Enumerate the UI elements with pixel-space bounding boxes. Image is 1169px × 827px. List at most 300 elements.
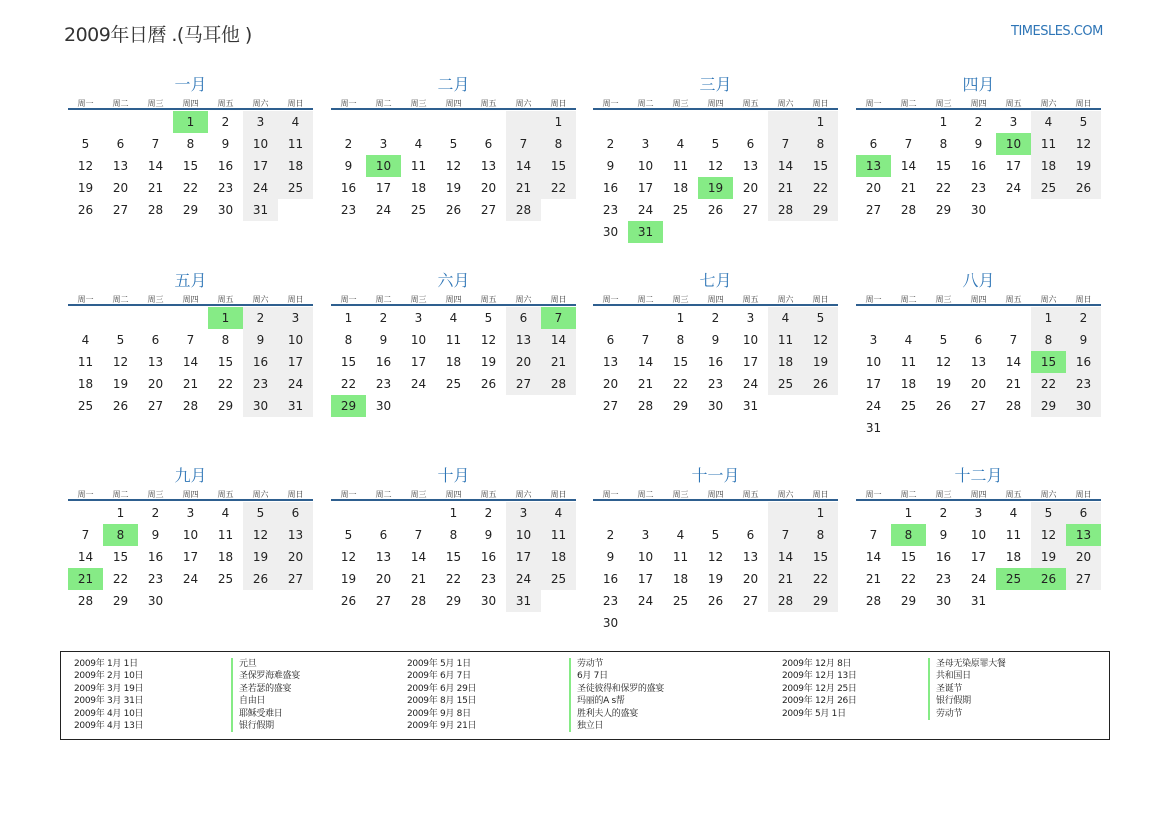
- day-cell: 25: [445, 377, 462, 391]
- weekday-label: 周四: [707, 295, 724, 304]
- weekday-label: 周六: [1040, 99, 1057, 108]
- day-cell: 13: [375, 550, 392, 564]
- day-cell: 21: [68, 568, 103, 590]
- day-cell: 15: [112, 550, 129, 564]
- holiday-date: 2009年 12月 25日: [782, 683, 857, 694]
- empty-cell: [628, 612, 663, 634]
- day-cell: 1: [541, 111, 576, 133]
- day-cell: 15: [182, 159, 199, 173]
- empty-cell: [663, 221, 698, 243]
- weekday-header: [593, 98, 838, 110]
- day-cell: 27: [278, 568, 313, 590]
- day-cell: 6: [1066, 502, 1101, 524]
- weekday-label: 周四: [182, 295, 199, 304]
- month-block: [68, 465, 313, 612]
- day-cell: 18: [1031, 155, 1066, 177]
- day-cell: 30: [602, 225, 619, 239]
- day-cell: 9: [711, 333, 720, 347]
- empty-cell: [803, 395, 838, 417]
- day-cell: 30: [935, 594, 952, 608]
- weekday-label: 周三: [672, 99, 689, 108]
- day-cell: 15: [217, 355, 234, 369]
- day-cell: 11: [1005, 528, 1022, 542]
- day-cell: 17: [243, 155, 278, 177]
- empty-cell: [593, 111, 628, 133]
- day-cell: 7: [641, 333, 650, 347]
- day-cell: 31: [970, 594, 987, 608]
- day-cell: 21: [637, 377, 654, 391]
- day-cell: 9: [221, 137, 230, 151]
- day-cell: 20: [112, 181, 129, 195]
- holiday-name: 圣若瑟的盛宴: [231, 683, 300, 695]
- day-cell: 8: [541, 133, 576, 155]
- day-cell: 6: [746, 528, 755, 542]
- weekday-header: [68, 98, 313, 110]
- day-cell: 16: [970, 159, 987, 173]
- day-cell: 22: [340, 377, 357, 391]
- site-link[interactable]: TIMESLES.COM: [1011, 24, 1103, 39]
- empty-cell: [803, 612, 838, 634]
- day-cell: 27: [742, 594, 759, 608]
- day-cell: 5: [1066, 111, 1101, 133]
- empty-cell: [768, 111, 803, 133]
- holiday-names-col-1: [231, 658, 300, 732]
- day-cell: 23: [602, 203, 619, 217]
- day-cell: 13: [742, 550, 759, 564]
- day-cell: 18: [445, 355, 462, 369]
- day-cell: 12: [340, 550, 357, 564]
- empty-cell: [68, 502, 103, 524]
- weekday-label: 周二: [375, 490, 392, 499]
- day-cell: 29: [445, 594, 462, 608]
- day-grid: [856, 111, 1101, 221]
- day-cell: 24: [970, 572, 987, 586]
- day-cell: 1: [208, 307, 243, 329]
- day-cell: 26: [112, 399, 129, 413]
- day-cell: 17: [375, 181, 392, 195]
- day-cell: 14: [768, 546, 803, 568]
- day-cell: 28: [147, 203, 164, 217]
- empty-cell: [103, 111, 138, 133]
- day-cell: 8: [803, 524, 838, 546]
- day-cell: 3: [506, 502, 541, 524]
- day-cell: 19: [243, 546, 278, 568]
- day-cell: 21: [768, 568, 803, 590]
- day-cell: 9: [243, 329, 278, 351]
- day-cell: 2: [221, 115, 230, 129]
- empty-cell: [366, 111, 401, 133]
- day-cell: 15: [445, 550, 462, 564]
- day-cell: 29: [900, 594, 917, 608]
- day-cell: 22: [1031, 373, 1066, 395]
- weekday-label: 周二: [900, 295, 917, 304]
- empty-cell: [856, 502, 891, 524]
- day-cell: 24: [1005, 181, 1022, 195]
- day-cell: 8: [939, 137, 948, 151]
- day-cell: 16: [1066, 351, 1101, 373]
- weekday-label: 周一: [865, 295, 882, 304]
- day-cell: 11: [278, 133, 313, 155]
- day-cell: 11: [77, 355, 94, 369]
- day-cell: 30: [602, 616, 619, 630]
- month-name: 十二月: [954, 466, 1003, 485]
- day-cell: 9: [1066, 329, 1101, 351]
- day-cell: 5: [116, 333, 125, 347]
- weekday-label: 周二: [375, 295, 392, 304]
- day-cell: 1: [803, 111, 838, 133]
- day-cell: 12: [803, 329, 838, 351]
- weekday-label: 周日: [1075, 490, 1092, 499]
- day-cell: 19: [1066, 155, 1101, 177]
- holiday-name: 共和国日: [928, 670, 1006, 682]
- holiday-date: 2009年 2月 10日: [74, 671, 144, 682]
- day-cell: 28: [637, 399, 654, 413]
- empty-cell: [541, 590, 576, 612]
- day-cell: 17: [278, 351, 313, 373]
- day-cell: 20: [147, 377, 164, 391]
- month-name: 六月: [437, 271, 470, 290]
- day-cell: 3: [278, 307, 313, 329]
- day-cell: 2: [344, 137, 353, 151]
- empty-cell: [628, 307, 663, 329]
- day-cell: 27: [865, 203, 882, 217]
- day-cell: 25: [900, 399, 917, 413]
- day-cell: 14: [1005, 355, 1022, 369]
- day-cell: 25: [77, 399, 94, 413]
- day-cell: 25: [410, 203, 427, 217]
- day-cell: 13: [480, 159, 497, 173]
- day-cell: 29: [112, 594, 129, 608]
- day-cell: 5: [243, 502, 278, 524]
- holiday-date: 2009年 8月 15日: [407, 696, 477, 707]
- weekday-label: 周五: [217, 490, 234, 499]
- day-cell: 11: [1031, 133, 1066, 155]
- day-cell: 2: [974, 115, 983, 129]
- empty-cell: [961, 417, 996, 439]
- empty-cell: [996, 590, 1031, 612]
- day-cell: 16: [480, 550, 497, 564]
- empty-cell: [996, 199, 1031, 221]
- empty-cell: [663, 612, 698, 634]
- holiday-date: 2009年 3月 31日: [74, 696, 144, 707]
- weekday-header: [593, 294, 838, 306]
- day-cell: 23: [340, 203, 357, 217]
- weekday-label: 周三: [410, 490, 427, 499]
- day-cell: 26: [1031, 568, 1066, 590]
- day-cell: 20: [278, 546, 313, 568]
- day-cell: 6: [506, 307, 541, 329]
- weekday-label: 周日: [812, 490, 829, 499]
- day-cell: 23: [147, 572, 164, 586]
- day-cell: 11: [768, 329, 803, 351]
- day-cell: 23: [970, 181, 987, 195]
- day-cell: 28: [77, 594, 94, 608]
- day-cell: 30: [243, 395, 278, 417]
- weekday-label: 周一: [340, 490, 357, 499]
- weekday-header: [331, 489, 576, 501]
- day-cell: 4: [1009, 506, 1018, 520]
- empty-cell: [541, 395, 576, 417]
- day-cell: 28: [1005, 399, 1022, 413]
- empty-cell: [628, 111, 663, 133]
- empty-cell: [401, 395, 436, 417]
- day-cell: 15: [340, 355, 357, 369]
- day-cell: 22: [112, 572, 129, 586]
- day-cell: 2: [243, 307, 278, 329]
- day-cell: 19: [340, 572, 357, 586]
- day-cell: 27: [742, 203, 759, 217]
- day-cell: 15: [935, 159, 952, 173]
- empty-cell: [856, 307, 891, 329]
- empty-cell: [138, 111, 173, 133]
- day-cell: 29: [672, 399, 689, 413]
- day-cell: 26: [243, 568, 278, 590]
- day-cell: 13: [112, 159, 129, 173]
- weekday-label: 周日: [812, 99, 829, 108]
- day-cell: 28: [541, 373, 576, 395]
- day-cell: 15: [1031, 351, 1066, 373]
- day-cell: 23: [375, 377, 392, 391]
- empty-cell: [996, 307, 1031, 329]
- day-cell: 6: [278, 502, 313, 524]
- day-cell: 7: [414, 528, 423, 542]
- day-cell: 7: [186, 333, 195, 347]
- day-cell: 16: [602, 181, 619, 195]
- day-cell: 16: [935, 550, 952, 564]
- day-cell: 4: [449, 311, 458, 325]
- empty-cell: [1066, 417, 1101, 439]
- day-cell: 10: [996, 133, 1031, 155]
- holiday-dates-col-3: [782, 658, 857, 720]
- day-cell: 19: [480, 355, 497, 369]
- day-cell: 4: [904, 333, 913, 347]
- weekday-label: 周六: [777, 295, 794, 304]
- day-cell: 14: [768, 155, 803, 177]
- day-grid: [593, 111, 838, 243]
- day-cell: 9: [974, 137, 983, 151]
- day-cell: 18: [541, 546, 576, 568]
- day-cell: 23: [480, 572, 497, 586]
- day-cell: 14: [182, 355, 199, 369]
- day-cell: 27: [147, 399, 164, 413]
- day-cell: 31: [865, 421, 882, 435]
- day-cell: 18: [77, 377, 94, 391]
- day-cell: 24: [865, 399, 882, 413]
- day-cell: 21: [410, 572, 427, 586]
- day-cell: 5: [1031, 502, 1066, 524]
- day-cell: 8: [103, 524, 138, 546]
- empty-cell: [926, 307, 961, 329]
- day-cell: 14: [77, 550, 94, 564]
- weekday-label: 周二: [112, 99, 129, 108]
- day-cell: 27: [970, 399, 987, 413]
- day-cell: 12: [707, 550, 724, 564]
- day-cell: 4: [676, 137, 685, 151]
- weekday-label: 周二: [637, 295, 654, 304]
- weekday-label: 周四: [970, 99, 987, 108]
- day-cell: 27: [1066, 568, 1101, 590]
- day-cell: 22: [217, 377, 234, 391]
- day-cell: 8: [803, 133, 838, 155]
- empty-cell: [1031, 417, 1066, 439]
- month-name: 一月: [174, 75, 207, 94]
- day-cell: 18: [410, 181, 427, 195]
- day-cell: 1: [803, 502, 838, 524]
- day-cell: 25: [541, 568, 576, 590]
- day-cell: 21: [506, 177, 541, 199]
- holiday-name: 劳动节: [928, 708, 1006, 720]
- weekday-label: 周三: [410, 99, 427, 108]
- day-cell: 14: [900, 159, 917, 173]
- empty-cell: [891, 111, 926, 133]
- weekday-label: 周五: [742, 295, 759, 304]
- empty-cell: [698, 612, 733, 634]
- day-cell: 30: [147, 594, 164, 608]
- weekday-label: 周二: [112, 490, 129, 499]
- day-cell: 29: [803, 199, 838, 221]
- month-block: [331, 74, 576, 221]
- day-cell: 22: [672, 377, 689, 391]
- day-cell: 1: [173, 111, 208, 133]
- month-name: 四月: [962, 75, 995, 94]
- day-cell: 6: [746, 137, 755, 151]
- weekday-label: 周五: [1005, 99, 1022, 108]
- weekday-label: 周五: [1005, 295, 1022, 304]
- day-cell: 17: [865, 377, 882, 391]
- day-cell: 29: [217, 399, 234, 413]
- holiday-name: 圣徒彼得和保罗的盛宴: [569, 683, 664, 695]
- day-cell: 25: [672, 594, 689, 608]
- day-grid: [331, 111, 576, 221]
- day-cell: 2: [606, 137, 615, 151]
- day-cell: 15: [803, 546, 838, 568]
- day-cell: 12: [112, 355, 129, 369]
- day-cell: 15: [803, 155, 838, 177]
- day-cell: 11: [672, 550, 689, 564]
- day-cell: 1: [449, 506, 458, 520]
- day-cell: 17: [637, 181, 654, 195]
- weekday-label: 周四: [182, 490, 199, 499]
- empty-cell: [68, 111, 103, 133]
- month-block: [856, 74, 1101, 221]
- month-name: 七月: [699, 271, 732, 290]
- weekday-label: 周二: [637, 490, 654, 499]
- empty-cell: [1066, 590, 1101, 612]
- day-cell: 9: [939, 528, 948, 542]
- weekday-header: [856, 489, 1101, 501]
- day-cell: 13: [506, 329, 541, 351]
- day-cell: 20: [742, 181, 759, 195]
- day-cell: 18: [672, 181, 689, 195]
- day-cell: 25: [217, 572, 234, 586]
- weekday-label: 周一: [865, 490, 882, 499]
- day-grid: [68, 307, 313, 417]
- day-cell: 28: [768, 590, 803, 612]
- month-block: [856, 270, 1101, 439]
- day-cell: 8: [891, 524, 926, 546]
- day-cell: 31: [742, 399, 759, 413]
- empty-cell: [68, 307, 103, 329]
- day-cell: 20: [742, 572, 759, 586]
- day-cell: 13: [1066, 524, 1101, 546]
- day-cell: 26: [1066, 177, 1101, 199]
- day-cell: 3: [641, 137, 650, 151]
- day-cell: 3: [414, 311, 423, 325]
- day-cell: 13: [742, 159, 759, 173]
- day-cell: 30: [480, 594, 497, 608]
- weekday-label: 周二: [900, 99, 917, 108]
- weekday-label: 周日: [550, 490, 567, 499]
- weekday-header: [856, 98, 1101, 110]
- day-cell: 29: [803, 590, 838, 612]
- month-block: [68, 74, 313, 221]
- holiday-name: 胜利夫人的盛宴: [569, 708, 664, 720]
- day-cell: 23: [217, 181, 234, 195]
- day-cell: 2: [484, 506, 493, 520]
- day-cell: 7: [904, 137, 913, 151]
- day-cell: 2: [1066, 307, 1101, 329]
- day-cell: 21: [147, 181, 164, 195]
- month-name: 三月: [699, 75, 732, 94]
- day-cell: 26: [803, 373, 838, 395]
- day-cell: 14: [541, 329, 576, 351]
- day-cell: 18: [900, 377, 917, 391]
- day-cell: 24: [243, 177, 278, 199]
- day-cell: 22: [182, 181, 199, 195]
- holiday-name: 6月 7日: [569, 670, 664, 682]
- day-grid: [593, 307, 838, 417]
- weekday-label: 周日: [287, 99, 304, 108]
- day-grid: [68, 502, 313, 612]
- weekday-label: 周六: [1040, 295, 1057, 304]
- day-cell: 10: [742, 333, 759, 347]
- day-grid: [856, 502, 1101, 612]
- day-cell: 5: [711, 137, 720, 151]
- day-cell: 11: [217, 528, 234, 542]
- day-cell: 7: [1009, 333, 1018, 347]
- empty-cell: [1031, 590, 1066, 612]
- day-cell: 18: [278, 155, 313, 177]
- weekday-header: [68, 294, 313, 306]
- day-cell: 7: [768, 524, 803, 546]
- holiday-date: 2009年 9月 21日: [407, 721, 477, 732]
- day-cell: 16: [340, 181, 357, 195]
- weekday-label: 周一: [602, 295, 619, 304]
- weekday-label: 周四: [445, 490, 462, 499]
- day-cell: 4: [81, 333, 90, 347]
- day-grid: [331, 502, 576, 612]
- empty-cell: [173, 307, 208, 329]
- holiday-name: 圣诞节: [928, 683, 1006, 695]
- weekday-label: 周三: [410, 295, 427, 304]
- empty-cell: [733, 111, 768, 133]
- weekday-label: 周六: [777, 490, 794, 499]
- day-cell: 17: [410, 355, 427, 369]
- month-name: 五月: [174, 271, 207, 290]
- day-cell: 24: [182, 572, 199, 586]
- day-cell: 4: [676, 528, 685, 542]
- day-cell: 31: [628, 221, 663, 243]
- day-cell: 19: [707, 572, 724, 586]
- day-cell: 5: [344, 528, 353, 542]
- weekday-label: 周三: [672, 295, 689, 304]
- day-cell: 31: [278, 395, 313, 417]
- day-grid: [856, 307, 1101, 439]
- day-cell: 8: [449, 528, 458, 542]
- weekday-label: 周一: [602, 490, 619, 499]
- holiday-date: 2009年 1月 1日: [74, 659, 138, 669]
- holiday-names-col-2: [569, 658, 664, 732]
